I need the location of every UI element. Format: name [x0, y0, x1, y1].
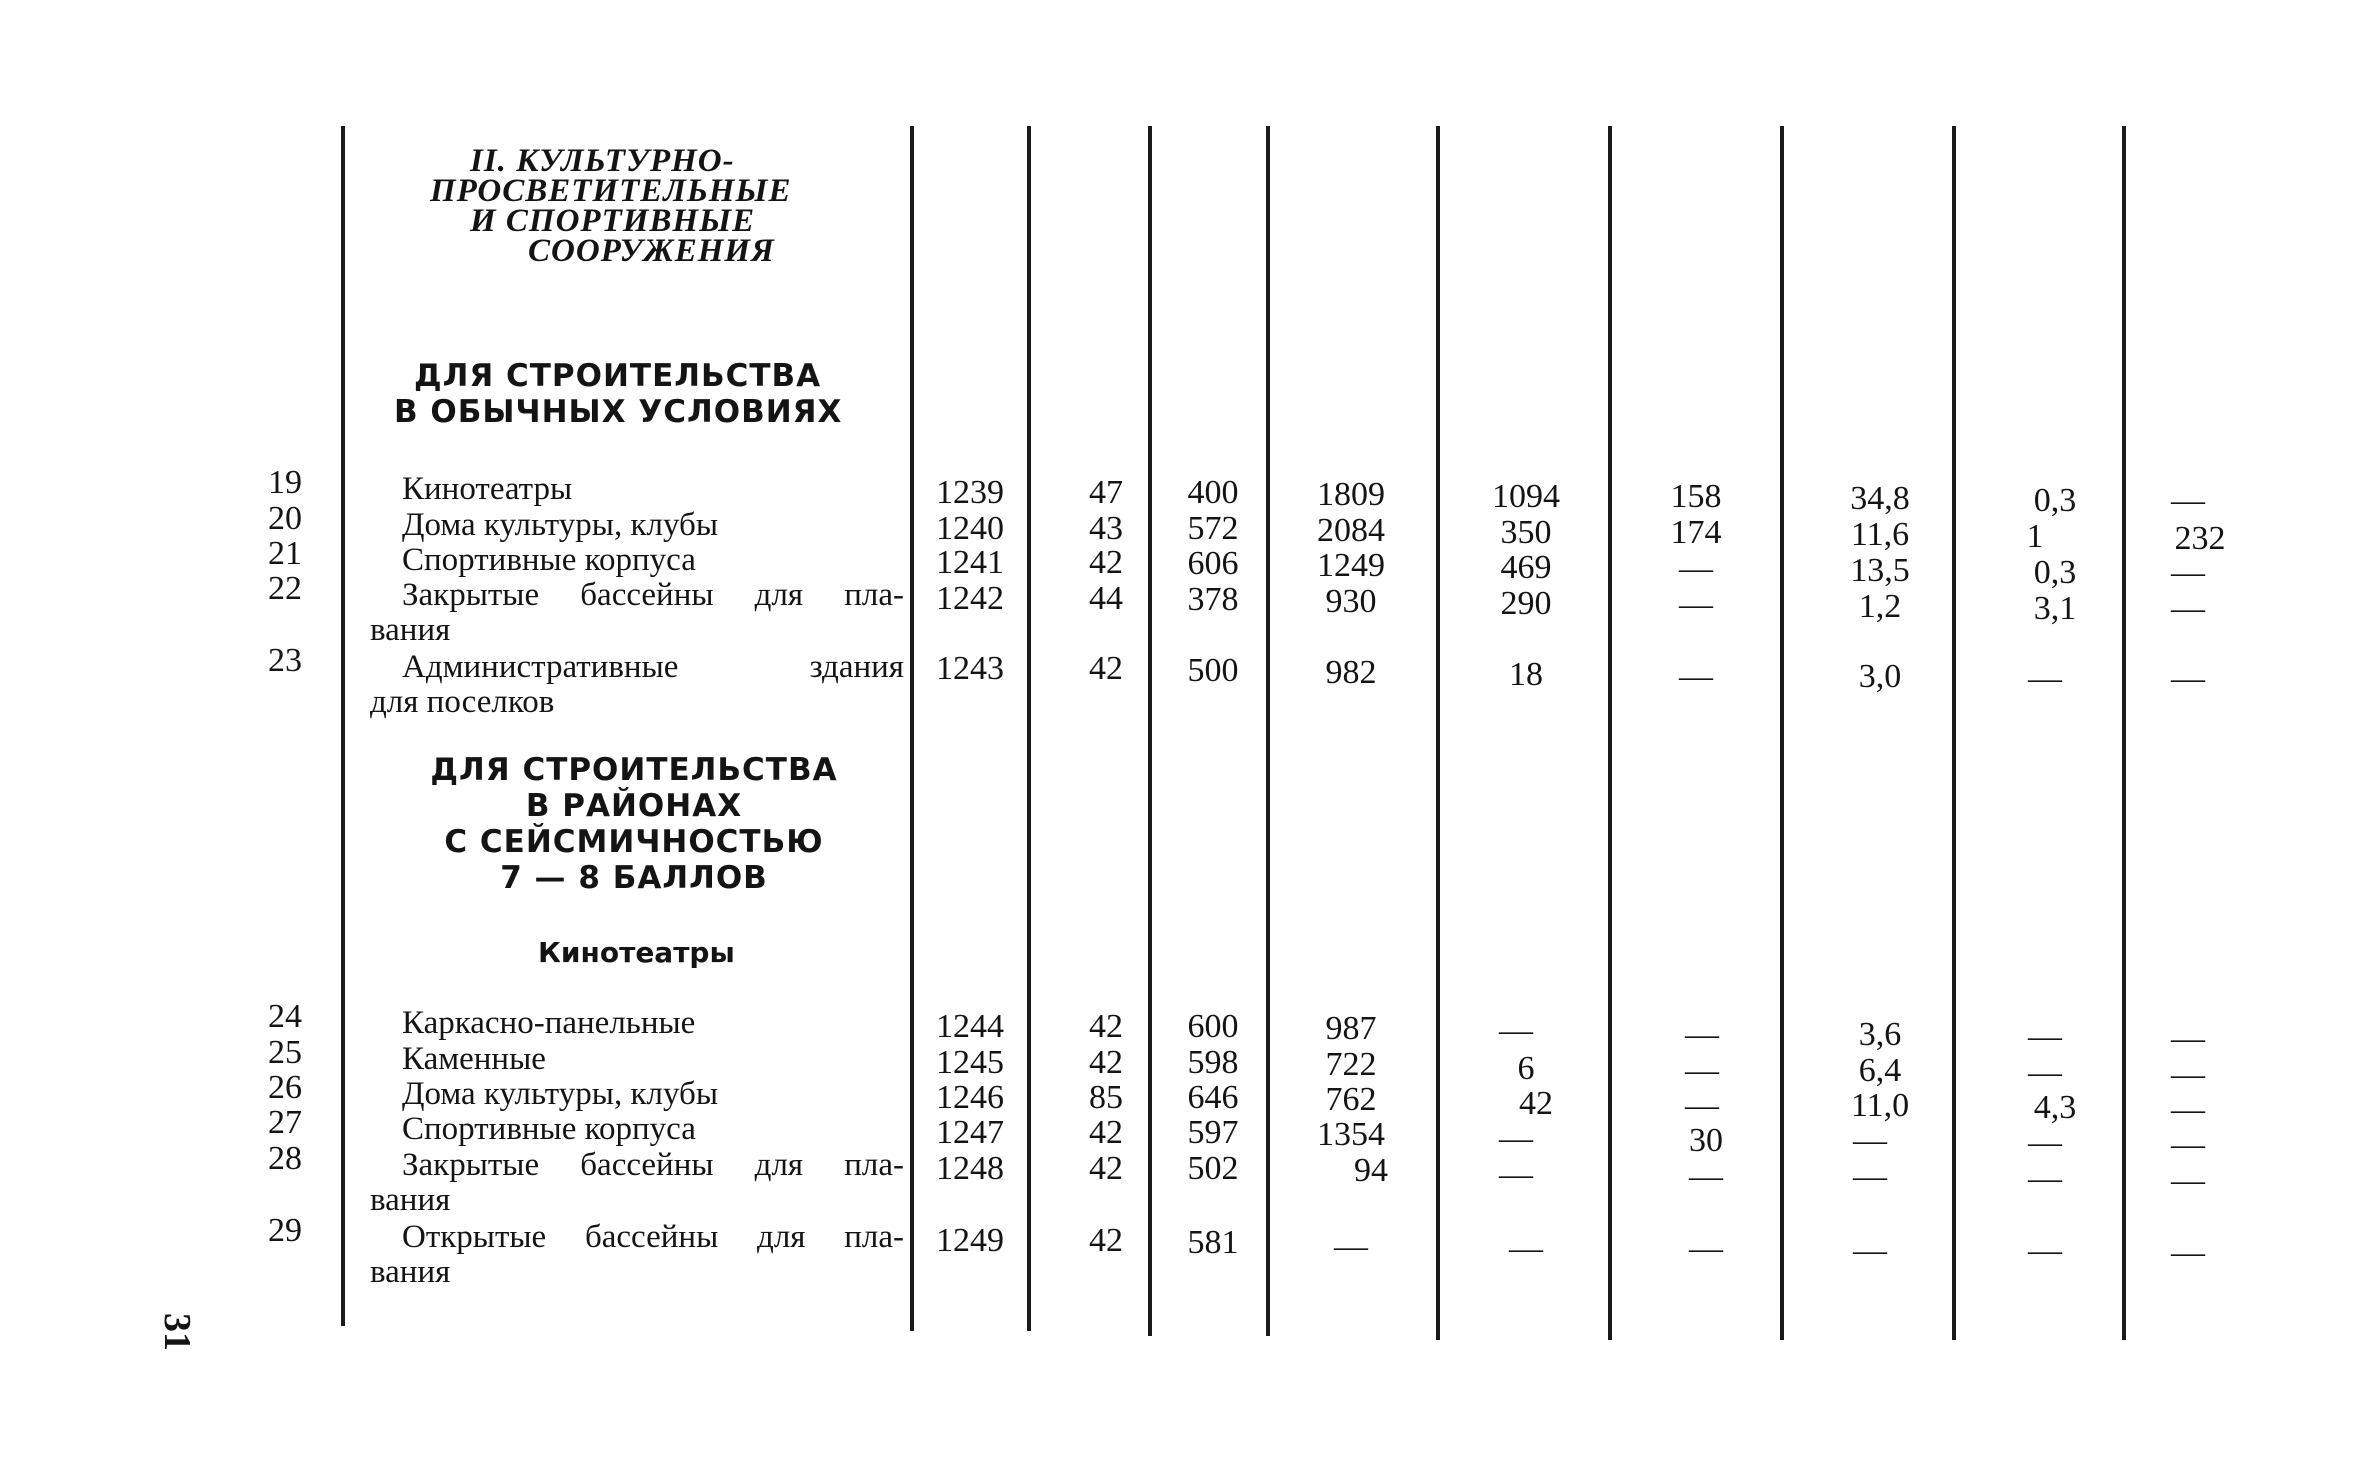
- row-number: 28: [268, 1140, 302, 1177]
- cell-c6: —: [1685, 1052, 1719, 1089]
- cell-c4: 1249: [1317, 547, 1385, 584]
- group-heading-line: 7 — 8 БАЛЛОВ: [500, 860, 768, 896]
- cell-c4: —: [1334, 1228, 1368, 1265]
- row-name: Дома культуры, клубы: [402, 507, 718, 543]
- row-number: 25: [268, 1034, 302, 1071]
- cell-c4: 94: [1354, 1152, 1388, 1189]
- cell-c8: 0,3: [2033, 482, 2077, 519]
- row-name: Кинотеатры: [402, 471, 573, 507]
- cell-c3: 597: [1187, 1114, 1239, 1151]
- cell-c6: —: [1679, 586, 1713, 623]
- row-number: 23: [268, 642, 302, 679]
- section-title-line: И СПОРТИВНЫЕ: [470, 203, 756, 239]
- row-name-continuation: вания: [370, 612, 451, 648]
- cell-c7: 34,8: [1850, 480, 1910, 517]
- cell-c1: 1244: [936, 1008, 1004, 1045]
- cell-c6: —: [1679, 658, 1713, 695]
- cell-c7: 13,5: [1850, 552, 1910, 589]
- cell-c7: —: [1853, 1122, 1887, 1159]
- cell-c6: 174: [1670, 514, 1722, 551]
- cell-c3: 378: [1187, 581, 1239, 618]
- cell-c2: 42: [1089, 1114, 1123, 1151]
- cell-c3: 400: [1187, 474, 1239, 511]
- row-name: Открытые бассейны для пла-: [402, 1219, 904, 1255]
- row-name: Закрытые бассейны для пла-: [402, 577, 904, 613]
- cell-c6: 30: [1689, 1122, 1723, 1159]
- cell-c7: 1,2: [1858, 588, 1902, 625]
- row-name: Каменные: [402, 1041, 546, 1077]
- cell-c1: 1246: [936, 1079, 1004, 1116]
- cell-c3: 572: [1187, 510, 1239, 547]
- cell-c3: 581: [1187, 1224, 1239, 1261]
- cell-c9: —: [2171, 482, 2205, 519]
- cell-c6: —: [1685, 1087, 1719, 1124]
- cell-c5: 1094: [1492, 478, 1560, 515]
- group-heading-line: В ОБЫЧНЫХ УСЛОВИЯХ: [394, 394, 843, 430]
- cell-c3: 646: [1187, 1079, 1239, 1116]
- row-name: Дома культуры, клубы: [402, 1076, 718, 1112]
- group-heading-seismic: [414, 752, 854, 896]
- cell-c3: 598: [1187, 1044, 1239, 1081]
- cell-c1: 1248: [936, 1150, 1004, 1187]
- cell-c5: 290: [1500, 585, 1552, 622]
- cell-c2: 85: [1089, 1079, 1123, 1116]
- cell-c9: —: [2171, 1056, 2205, 1093]
- cell-c2: 42: [1089, 544, 1123, 581]
- row-name: Закрытые бассейны для пла-: [402, 1147, 904, 1183]
- row-name: Каркасно-панельные: [402, 1005, 696, 1041]
- row-number: 20: [268, 500, 302, 537]
- row-name-continuation: вания: [370, 1254, 451, 1290]
- cell-c2: 42: [1089, 650, 1123, 687]
- row-number: 21: [268, 535, 302, 572]
- group-heading-ordinary: [394, 358, 842, 430]
- cell-c4: 987: [1325, 1010, 1377, 1047]
- cell-c2: 42: [1089, 1222, 1123, 1259]
- cell-c5: 18: [1509, 656, 1543, 693]
- cell-c6: 158: [1670, 478, 1722, 515]
- cell-c2: 42: [1089, 1044, 1123, 1081]
- cell-c1: 1247: [936, 1114, 1004, 1151]
- cell-c1: 1239: [936, 474, 1004, 511]
- column-rule: [1027, 126, 1031, 1331]
- cell-c3: 502: [1187, 1150, 1239, 1187]
- cell-c5: 6: [1517, 1050, 1535, 1087]
- cell-c1: 1243: [936, 650, 1004, 687]
- group-heading-line: ДЛЯ СТРОИТЕЛЬСТВА: [414, 358, 822, 394]
- column-rule: [341, 126, 345, 1326]
- cell-c8: 0,3: [2033, 554, 2077, 591]
- group-heading-line: С СЕЙСМИЧНОСТЬЮ: [444, 824, 824, 860]
- row-number: 29: [268, 1212, 302, 1249]
- cell-c3: 600: [1187, 1008, 1239, 1045]
- cell-c6: —: [1685, 1016, 1719, 1053]
- row-name: Спортивные корпуса: [402, 1111, 696, 1147]
- cell-c8: 1: [2026, 518, 2044, 555]
- cell-c7: 11,6: [1850, 516, 1910, 553]
- cell-c7: 3,0: [1858, 658, 1902, 695]
- cell-c1: 1245: [936, 1044, 1004, 1081]
- cell-c8: —: [2028, 1018, 2062, 1055]
- row-name-continuation: для поселков: [370, 684, 555, 720]
- cell-c6: —: [1679, 550, 1713, 587]
- column-rule: [910, 126, 914, 1331]
- cell-c9: —: [2171, 1162, 2205, 1199]
- cell-c1: 1240: [936, 510, 1004, 547]
- cell-c7: —: [1853, 1158, 1887, 1195]
- section-title-line: ПРОСВЕТИТЕЛЬНЫЕ: [430, 173, 792, 209]
- cell-c1: 1249: [936, 1222, 1004, 1259]
- cell-c8: —: [2028, 1160, 2062, 1197]
- cell-c7: —: [1853, 1232, 1887, 1269]
- row-name: Административные здания: [402, 649, 904, 685]
- cell-c2: 44: [1089, 580, 1123, 617]
- cell-c9: —: [2171, 660, 2205, 697]
- cell-c8: 4,3: [2033, 1089, 2077, 1126]
- cell-c5: —: [1499, 1156, 1533, 1193]
- section-title-line: II. КУЛЬТУРНО-: [470, 143, 735, 179]
- cell-c7: 6,4: [1858, 1052, 1902, 1089]
- cell-c2: 42: [1089, 1008, 1123, 1045]
- row-name-continuation: вания: [370, 1182, 451, 1218]
- cell-c1: 1241: [936, 544, 1004, 581]
- page-number: 31: [156, 1313, 198, 1351]
- cell-c5: —: [1499, 1120, 1533, 1157]
- cell-c4: 982: [1325, 654, 1377, 691]
- cell-c2: 42: [1089, 1150, 1123, 1187]
- cell-c8: —: [2028, 1232, 2062, 1269]
- cell-c5: 42: [1519, 1085, 1553, 1122]
- cell-c9: 232: [2174, 520, 2226, 557]
- cell-c6: —: [1689, 1158, 1723, 1195]
- cell-c4: 762: [1325, 1081, 1377, 1118]
- cell-c5: 350: [1500, 514, 1552, 551]
- cell-c8: —: [2028, 660, 2062, 697]
- group-heading-line: В РАЙОНАХ: [525, 788, 743, 824]
- cell-c4: 930: [1325, 583, 1377, 620]
- section-title: [430, 143, 792, 269]
- row-number: 27: [268, 1104, 302, 1141]
- row-name: Спортивные корпуса: [402, 542, 696, 578]
- section-title-line: СООРУЖЕНИЯ: [528, 233, 775, 269]
- cell-c9: —: [2171, 1020, 2205, 1057]
- cell-c9: —: [2171, 1091, 2205, 1128]
- cell-c9: —: [2171, 554, 2205, 591]
- cell-c5: —: [1509, 1230, 1543, 1267]
- cell-c4: 1354: [1317, 1116, 1385, 1153]
- cell-c5: 469: [1500, 549, 1552, 586]
- group-heading-line: ДЛЯ СТРОИТЕЛЬСТВА: [430, 752, 838, 788]
- cell-c3: 606: [1187, 545, 1239, 582]
- cell-c7: 11,0: [1850, 1087, 1910, 1124]
- cell-c2: 43: [1089, 510, 1123, 547]
- cell-c8: —: [2028, 1054, 2062, 1091]
- cell-c3: 500: [1187, 652, 1239, 689]
- group-subheading: Кинотеатры: [538, 936, 735, 969]
- cell-c1: 1242: [936, 580, 1004, 617]
- column-rule: [1608, 126, 1612, 1340]
- cell-c4: 2084: [1317, 512, 1385, 549]
- column-rule: [1952, 126, 1956, 1340]
- row-number: 19: [268, 464, 302, 501]
- cell-c9: —: [2171, 590, 2205, 627]
- cell-c8: 3,1: [2033, 590, 2077, 627]
- row-number: 24: [268, 998, 302, 1035]
- cell-c7: 3,6: [1858, 1016, 1902, 1053]
- cell-c9: —: [2171, 1234, 2205, 1271]
- row-number: 26: [268, 1069, 302, 1106]
- cell-c2: 47: [1089, 474, 1123, 511]
- row-number: 22: [268, 570, 302, 607]
- cell-c5: —: [1499, 1012, 1533, 1049]
- cell-c4: 722: [1325, 1046, 1377, 1083]
- cell-c8: —: [2028, 1124, 2062, 1161]
- column-rule: [1780, 126, 1784, 1340]
- cell-c9: —: [2171, 1126, 2205, 1163]
- cell-c6: —: [1689, 1230, 1723, 1267]
- cell-c4: 1809: [1317, 476, 1385, 513]
